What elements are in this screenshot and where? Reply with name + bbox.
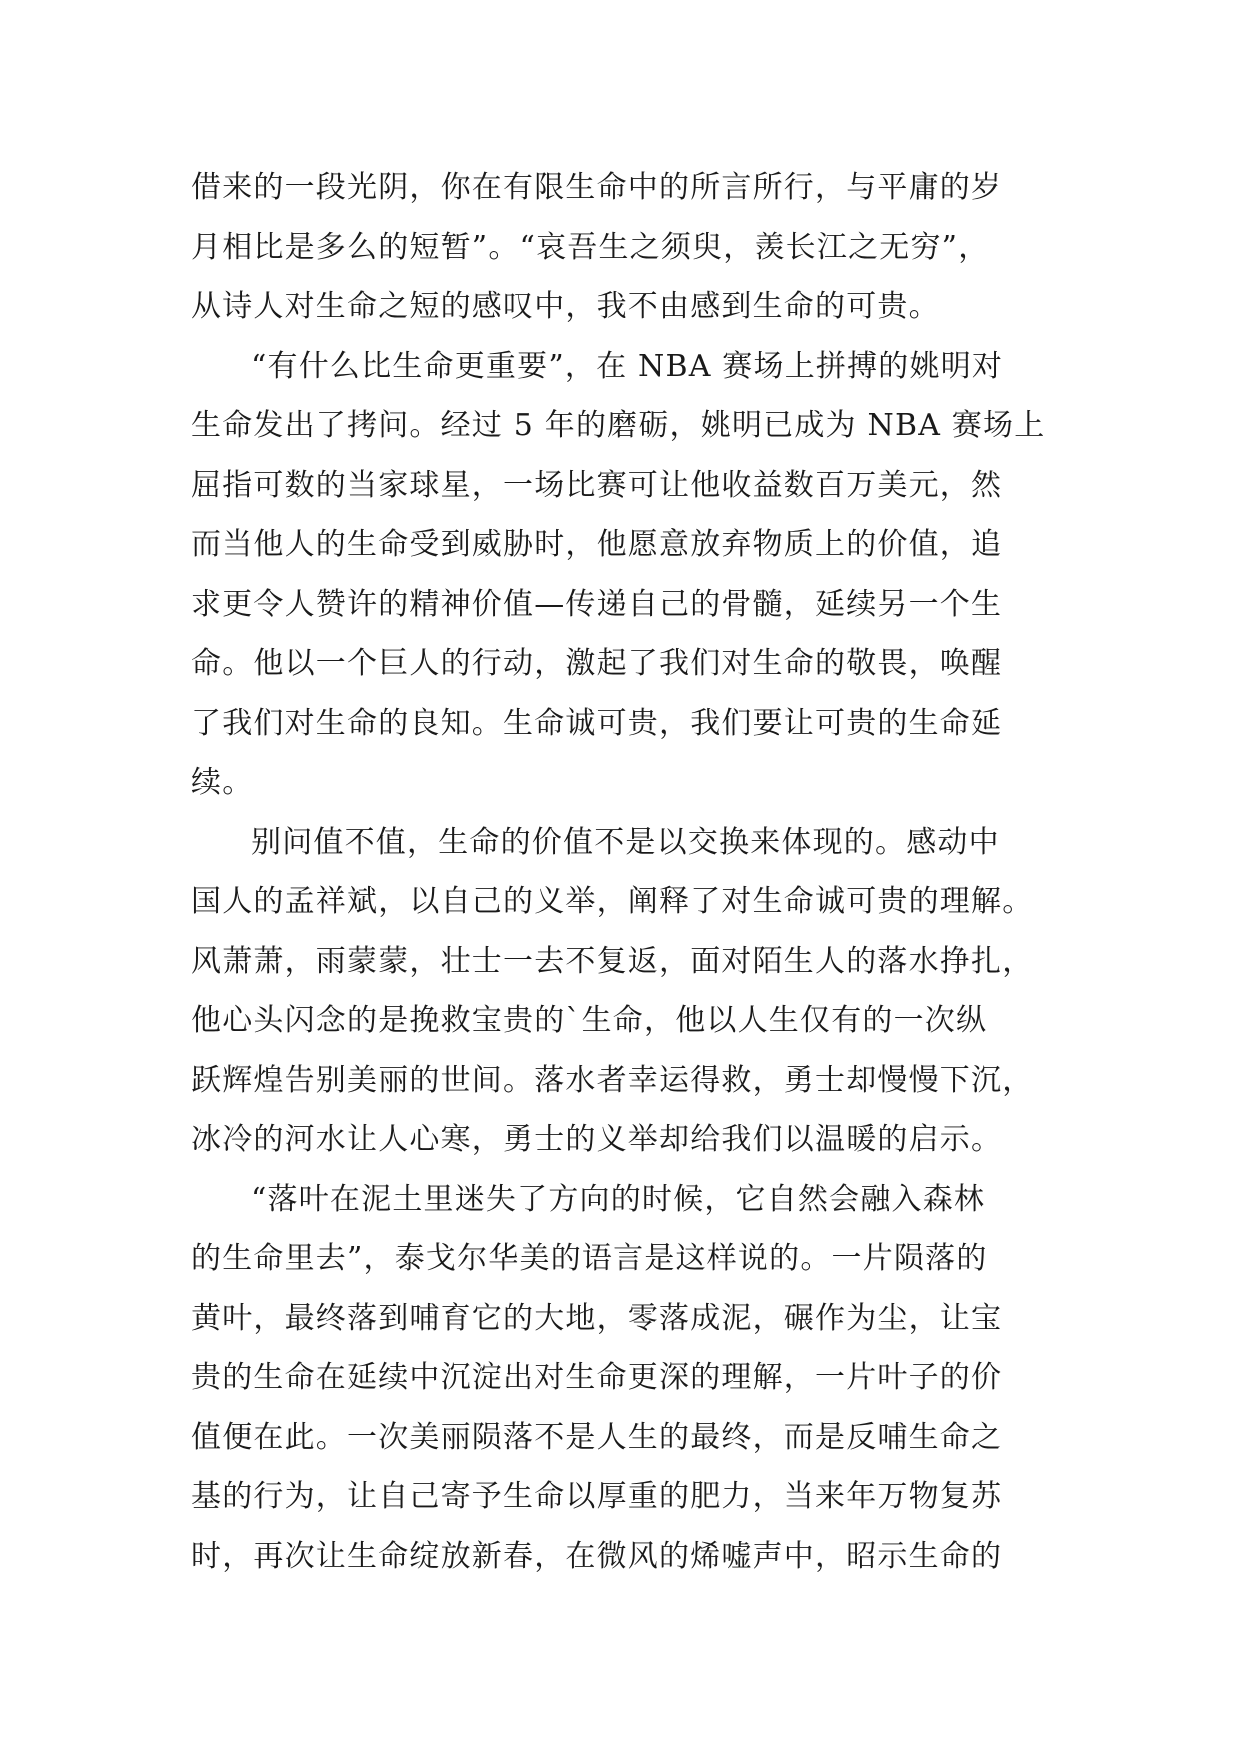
paragraph-start-line: “落叶在泥土里迷失了方向的时候，它自然会融入森林 xyxy=(251,1181,986,1217)
text-line: 时，再次让生命绽放新春，在微风的烯嘘声中，昭示生命的 xyxy=(191,1538,1003,1574)
text-line: 借来的一段光阴，你在有限生命中的所言所行，与平庸的岁 xyxy=(191,170,1003,205)
paragraph-start-line: 别问值不值，生命的价值不是以交换来体现的。感动中 xyxy=(251,824,1000,860)
text-line: 续。 xyxy=(191,765,254,800)
text-line: 而当他人的生命受到威胁时，他愿意放弃物质上的价值，追 xyxy=(191,527,1003,562)
text-line: 生命发出了拷问。经过 5 年的磨砺，姚明已成为 NBA 赛场上 xyxy=(191,408,1046,443)
text-line: 他心头闪念的是挽救宝贵的`生命，他以人生仅有的一次纵 xyxy=(191,1003,988,1038)
text-line: 屈指可数的当家球星，一场比赛可让他收益数百万美元，然 xyxy=(191,467,1003,503)
text-line: 求更令人赞许的精神价值—传递自己的骨髓，延续另一个生 xyxy=(191,586,1003,622)
text-line: 命。他以一个巨人的行动，激起了我们对生命的敬畏，唤醒 xyxy=(191,646,1003,681)
text-line: 风萧萧，雨蒙蒙，壮士一去不复返，面对陌生人的落水挣扎， xyxy=(191,943,1034,979)
text-line: 月相比是多么的短暂”。“哀吾生之须臾，羡长江之无穷”， xyxy=(191,229,990,265)
text-line: 基的行为，让自己寄予生命以厚重的肥力，当来年万物复苏 xyxy=(191,1479,1003,1514)
text-line: 的生命里去”，泰戈尔华美的语言是这样说的。一片陨落的 xyxy=(191,1241,988,1276)
body-text xyxy=(191,158,1071,1586)
paragraph-start-line: “有什么比生命更重要”，在 NBA 赛场上拼搏的姚明对 xyxy=(251,348,1004,384)
text-line: 从诗人对生命之短的感叹中，我不由感到生命的可贵。 xyxy=(191,289,940,324)
text-line: 贵的生命在延续中沉淀出对生命更深的理解，一片叶子的价 xyxy=(191,1360,1003,1395)
text-line: 黄叶，最终落到哺育它的大地，零落成泥，碾作为尘，让宝 xyxy=(191,1300,1003,1336)
text-line: 冰冷的河水让人心寒，勇士的义举却给我们以温暖的启示。 xyxy=(191,1122,1003,1157)
text-line: 了我们对生命的良知。生命诚可贵，我们要让可贵的生命延 xyxy=(191,705,1003,741)
text-line: 国人的孟祥斌，以自己的义举，阐释了对生命诚可贵的理解。 xyxy=(191,884,1034,919)
text-line: 值便在此。一次美丽陨落不是人生的最终，而是反哺生命之 xyxy=(191,1419,1003,1455)
text-line: 跃辉煌告别美丽的世间。落水者幸运得救，勇士却慢慢下沉， xyxy=(191,1062,1034,1098)
